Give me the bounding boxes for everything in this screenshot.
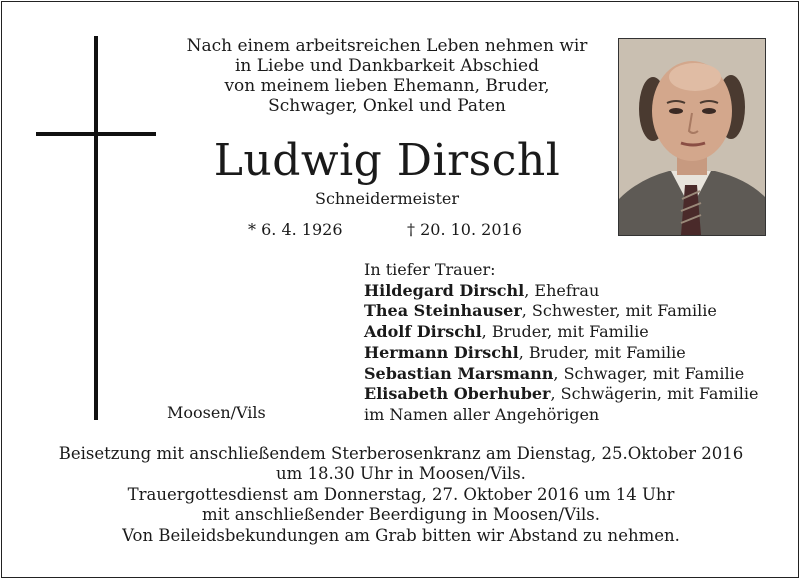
- portrait-illustration: [619, 39, 765, 235]
- birth-date: * 6. 4. 1926: [248, 220, 343, 239]
- intro-line: von meinem lieben Ehemann, Bruder,: [224, 76, 550, 96]
- intro-line: Nach einem arbeitsreichen Leben nehmen wir: [186, 36, 588, 56]
- funeral-line: Beisetzung mit anschließendem Sterberosenkranz am Dienstag, 25.Oktober 2016: [58, 444, 744, 463]
- funeral-line: Von Beileidsbekundungen am Grab bitten wir Abstand zu nehmen.: [122, 525, 680, 545]
- intro-text: [152, 36, 622, 116]
- deceased-profession: Schneidermeister: [315, 189, 459, 208]
- death-date: † 20. 10. 2016: [407, 220, 522, 239]
- mourner-row: [364, 322, 758, 343]
- mourners-list: [364, 260, 758, 426]
- mourner-name: Thea Steinhauser: [364, 301, 522, 321]
- mourner-relation: , Ehefrau: [524, 280, 600, 300]
- funeral-line: um 18.30 Uhr in Moosen/Vils.: [276, 464, 526, 484]
- intro-line: in Liebe und Dankbarkeit Abschied: [234, 56, 540, 76]
- place-name: Moosen/Vils: [167, 403, 266, 422]
- mourner-relation: , Schwester, mit Familie: [521, 301, 717, 321]
- funeral-line: mit anschließender Beerdigung in Moosen/Vils.: [201, 505, 600, 525]
- mourner-name: Sebastian Marsmann: [364, 363, 554, 383]
- cross-icon: [94, 36, 98, 420]
- mourner-relation: , Schwager, mit Familie: [553, 363, 745, 383]
- mourner-relation: , Schwägerin, mit Familie: [550, 384, 759, 404]
- intro-line: Schwager, Onkel und Paten: [268, 96, 506, 116]
- mourner-row: [364, 364, 758, 385]
- mourner-name: Hildegard Dirschl: [364, 280, 525, 300]
- cross-icon-bar: [36, 132, 156, 136]
- mourner-name: Adolf Dirschl: [364, 322, 482, 342]
- mourner-name: Elisabeth Oberhuber: [364, 384, 551, 404]
- deceased-name: Ludwig Dirschl: [213, 135, 561, 186]
- mourner-row: [364, 281, 758, 302]
- mourners-footer: im Namen aller Angehörigen: [364, 404, 600, 424]
- mourner-row: [364, 384, 758, 405]
- mourner-relation: , Bruder, mit Familie: [518, 342, 686, 362]
- mourner-row: [364, 301, 758, 322]
- mourner-name: Hermann Dirschl: [364, 342, 519, 362]
- obituary-notice: [1, 1, 799, 578]
- funeral-details: [22, 444, 780, 546]
- mourner-row: [364, 343, 758, 364]
- mourners-heading: In tiefer Trauer:: [364, 260, 496, 279]
- mourner-relation: , Bruder, mit Familie: [481, 322, 649, 342]
- portrait-photo: [618, 38, 766, 236]
- funeral-line: Trauergottesdienst am Donnerstag, 27. Oktober 2016 um 14 Uhr: [127, 484, 675, 504]
